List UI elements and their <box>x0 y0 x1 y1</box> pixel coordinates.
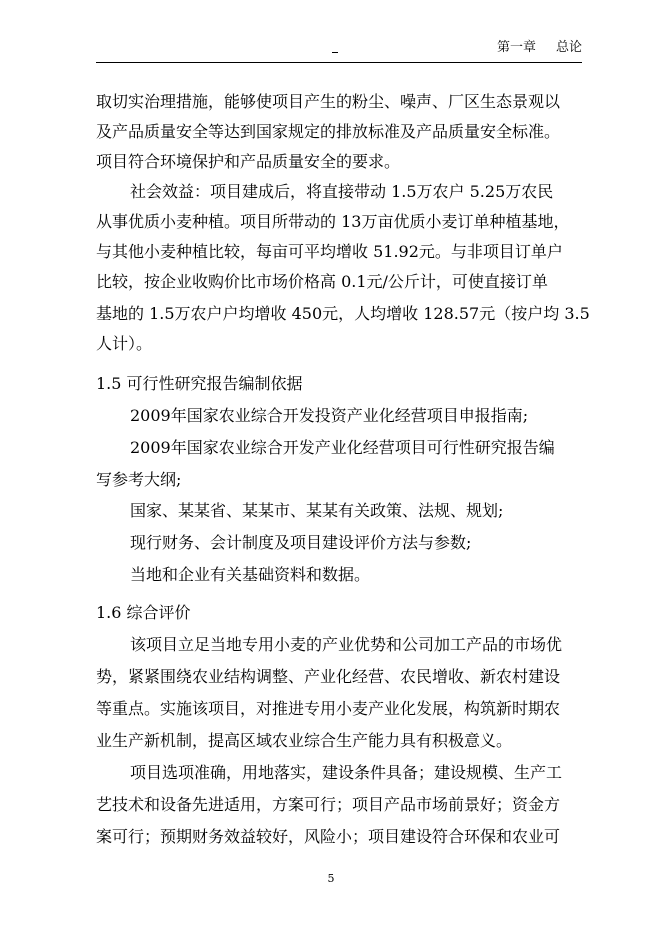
chapter-label: 第一章 <box>496 40 536 55</box>
list-item: 2009年国家农业综合开发投资产业化经营项目申报指南; <box>130 406 529 425</box>
section-heading: 1.5 可行性研究报告编制依据 <box>96 374 303 393</box>
list-item: 2009年国家农业综合开发产业化经营项目可行性研究报告编 <box>130 438 555 457</box>
body-line: 等重点。实施该项目，对推进专用小麦产业化发展，构筑新时期农 <box>96 699 561 718</box>
list-item: 写参考大纲; <box>96 470 182 489</box>
section-heading: 1.6 综合评价 <box>96 603 191 622</box>
list-item: 现行财务、会计制度及项目建设评价方法与参数; <box>130 533 472 552</box>
body-line: 该项目立足当地专用小麦的产业优势和公司加工产品的市场优 <box>130 635 563 654</box>
body-line: 项目选项准确，用地落实，建设条件具备；建设规模、生产工 <box>130 763 563 782</box>
body-line: 比较，按企业收购价比市场价格高 0.1元/公斤计，可使直接订单 <box>96 272 548 291</box>
body-line: 人计）。 <box>96 334 153 353</box>
body-line: 及产品质量安全等达到国家规定的排放标准及产品质量安全标准。 <box>96 122 561 141</box>
body-line: 取切实治理措施，能够使项目产生的粉尘、噪声、厂区生态景观以 <box>96 92 561 111</box>
body-line: 势，紧紧围绕农业结构调整、产业化经营、农民增收、新农村建设 <box>96 667 561 686</box>
body-line: 与其他小麦种植比较，每亩可平均增收 51.92元。与非项目订单户 <box>96 242 563 261</box>
list-item: 国家、某某省、某某市、某某有关政策、法规、规划; <box>130 501 504 520</box>
body-line: 从事优质小麦种植。项目所带动的 13万亩优质小麦订单种植基地， <box>96 212 570 231</box>
running-header <box>477 36 582 55</box>
list-item: 当地和企业有关基础资料和数据。 <box>130 565 371 584</box>
chapter-title: 总论 <box>555 40 582 55</box>
header-rule <box>96 62 582 63</box>
body-line: 项目符合环境保护和产品质量安全的要求。 <box>96 152 401 171</box>
page-number: 5 <box>327 872 335 885</box>
body-line: 基地的 1.5万农户户均增收 450元，人均增收 128.57元（按户均 3.5 <box>96 304 590 323</box>
header-mark <box>332 52 338 53</box>
body-line: 艺技术和设备先进适用，方案可行；项目产品市场前景好；资金方 <box>96 795 561 814</box>
body-line: 社会效益：项目建成后，将直接带动 1.5万农户 5.25万农民 <box>130 182 554 201</box>
body-line: 业生产新机制，提高区域农业综合生产能力具有积极意义。 <box>96 731 513 750</box>
body-line: 案可行；预期财务效益较好，风险小；项目建设符合环保和农业可 <box>96 827 561 846</box>
